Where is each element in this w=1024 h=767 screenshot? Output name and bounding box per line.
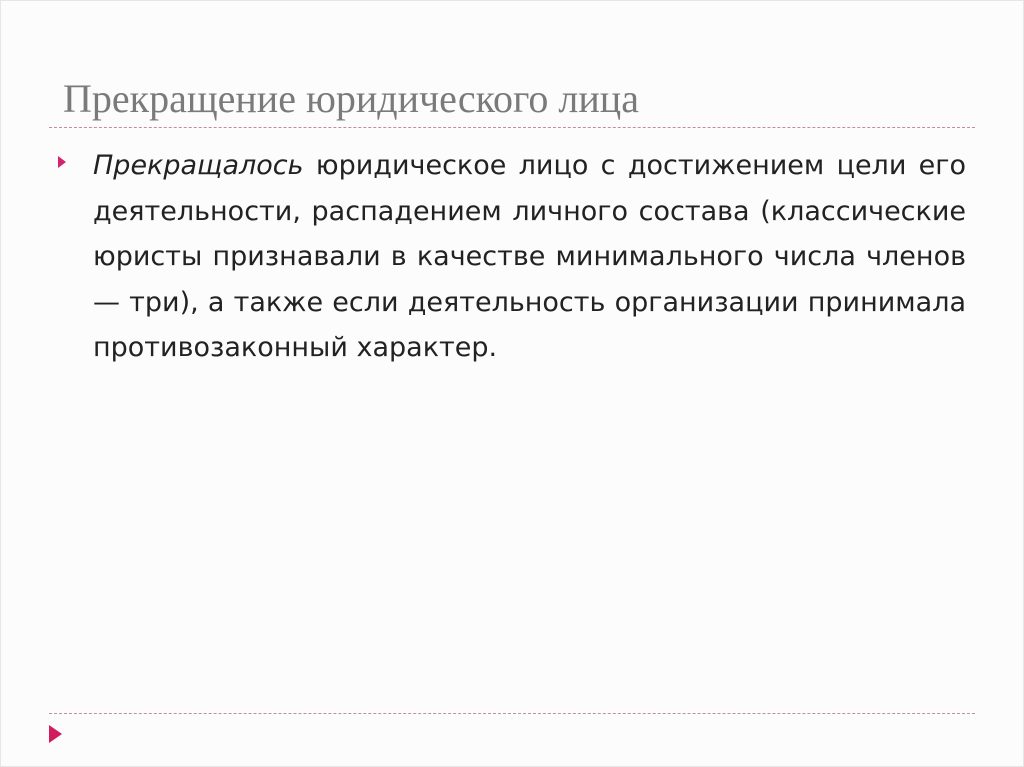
footer-divider: [49, 713, 975, 714]
bullet-italic-lead: Прекращалось: [93, 150, 304, 181]
bullet-body: юридическое лицо с достижением цели его деятельности, распадением личного состава (классические юристы признавали в качестве минимального числа членов — три), а также если деятельность организации принимала противозаконный характер.: [93, 150, 966, 363]
triangle-bullet-icon: [58, 156, 66, 168]
slide-title: Прекращение юридического лица: [63, 76, 639, 121]
corner-triangle-icon: [49, 725, 62, 743]
bullet-text: [93, 143, 966, 371]
title-divider: [49, 127, 975, 128]
